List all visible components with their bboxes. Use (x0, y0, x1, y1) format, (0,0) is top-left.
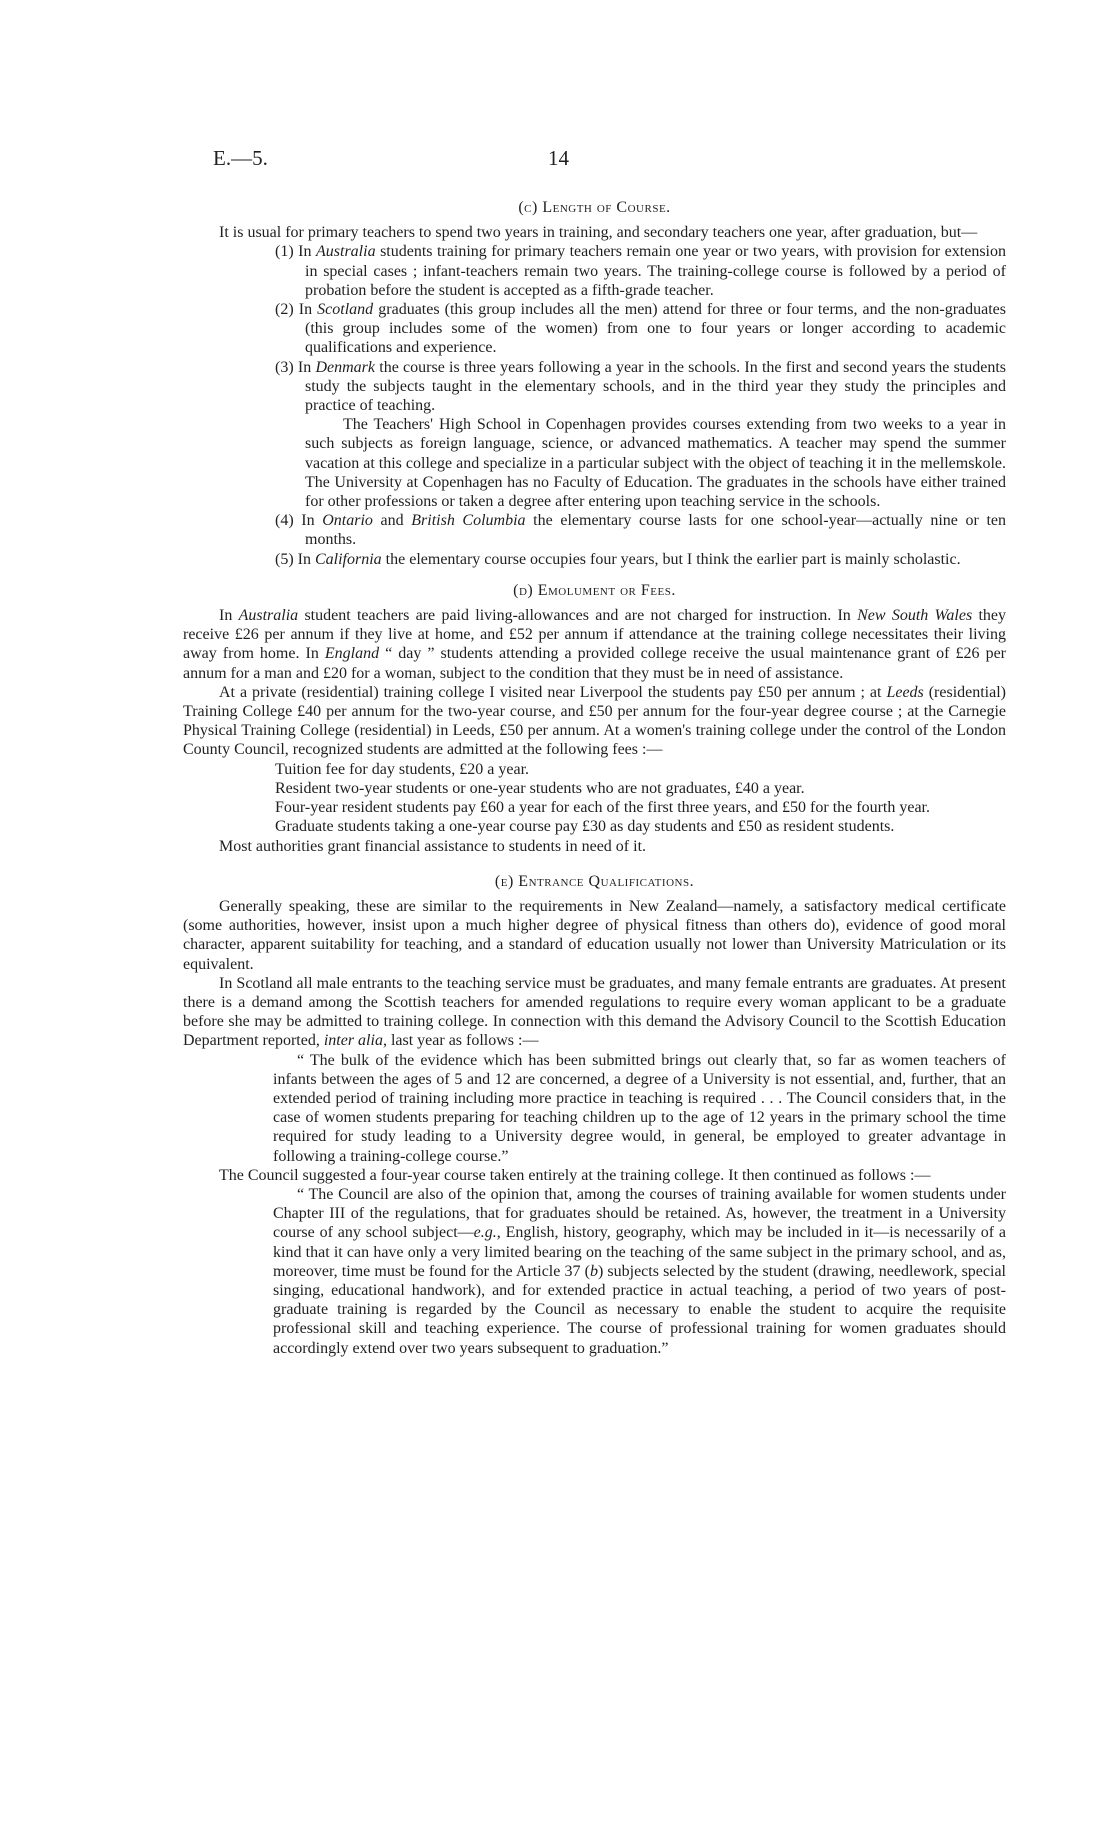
paragraph: Most authorities grant financial assistance to students in need of it. (219, 837, 647, 855)
section-heading-entrance-qualifications: (e) Entrance Qualifications. (494, 872, 695, 890)
list-item: (4) In Ontario and British Columbia the elementary course lasts for one school-year—actually nine or ten months. (275, 512, 1007, 549)
document-reference: E.—5. (213, 146, 268, 170)
list-item: (1) In Australia students training for primary teachers remain one year or two years, with provision for extension in special cases ; infant-teachers remain two years. The training-college course is followed by a period of probation before the student is accepted as a fifth-grade teacher. (275, 243, 1007, 299)
fee-item: Four-year resident students pay £60 a year for each of the first three years, and £50 for the fourth year. (275, 799, 930, 817)
fee-item: Graduate students taking a one-year course pay £30 as day students and £50 as resident students. (275, 818, 895, 836)
list-item: (5) In California the elementary course occupies four years, but I think the earlier part is mainly scholastic. (275, 550, 961, 568)
fee-item: Resident two-year students or one-year students who are not graduates, £40 a year. (275, 779, 805, 797)
paragraph: In Australia student teachers are paid living-allowances and are not charged for instruction. In New South Wales they receive £26 per annum if they live at home, and £52 per annum if attendance at the training college necessitates their living away from home. In England “ day ” students attending a provided college receive the usual maintenance grant of £26 per annum for a man and £20 for a woman, subject to the condition that they must be in need of assistance. (183, 607, 1007, 682)
list-item: (3) In Denmark the course is three years following a year in the schools. In the first and second years the students study the subjects taught in the elementary schools, and in the third year they study the principles and practice of teaching. (275, 358, 1007, 415)
section-heading-length-of-course: (c) Length of Course. (518, 199, 671, 216)
block-quote: “ The bulk of the evidence which has been submitted brings out clearly that, so far as women teachers of infants between the ages of 5 and 12 are concerned, a degree of a University is not essential, and, further, that an extended period of training including more practice in teaching is required . . . The Council considers that, in the case of women students preparing for teaching children up to the age of 12 years in the primary school the time required for study leading to a University degree would, in general, be employed to greater advantage in following a training-college course.” (273, 1051, 1006, 1165)
page-number: 14 (548, 146, 569, 170)
paragraph: It is usual for primary teachers to spend two years in training, and secondary teachers one year, after graduation, but— (219, 224, 978, 242)
paragraph: Generally speaking, these are similar to the requirements in New Zealand—namely, a satisfactory medical certificate (some authorities, however, insist upon a much higher degree of physical fitness than others do), evidence of good moral character, apparent suitability for teaching, and a standard of education usually not lower than University Matriculation or its equivalent. (183, 897, 1006, 973)
section-heading-emolument-or-fees: (d) Emolument or Fees. (513, 581, 676, 599)
fee-item: Tuition fee for day students, £20 a year. (275, 760, 530, 778)
page-body (183, 198, 1006, 1358)
paragraph: The Teachers' High School in Copenhagen provides courses extending from two weeks to a year in such subjects as foreign language, science, or advanced mathematics. A teacher may spend the summer vacation at this college and specialize in a particular subject with the object of teaching it in the mellemskole. The University at Copenhagen has no Faculty of Education. The graduates in the schools have either trained for other professions or taken a degree after entering upon teaching service in the schools. (305, 416, 1006, 511)
paragraph: At a private (residential) training college I visited near Liverpool the students pay £50 per annum ; at Leeds (residential) Training College £40 per annum for the two-year course, and £50 per annum for the four-year degree course ; at the Carnegie Physical Training College (residential) in Leeds, £50 per annum. At a women's training college under the control of the London County Council, recognized students are admitted at the following fees :— (183, 683, 1007, 759)
block-quote: “ The Council are also of the opinion that, among the courses of training available for women students under Chapter III of the regulations, that for graduates should be retained. As, however, the treatment in a University course of any school subject—e.g., English, history, geography, which may be included in it—is necessarily of a kind that it can have only a very limited bearing on the teaching of the same subject in the primary school, and as, moreover, time must be found for the Article 37 (b) subjects selected by the student (drawing, needlework, special singing, educational handwork), and for extended practice in actual teaching, a period of two years of post-graduate training is regarded by the Council as necessary to enable the student to acquire the requisite professional skill and teaching experience. The course of professional training for women graduates should accordingly extend over two years subsequent to graduation.” (273, 1185, 1007, 1357)
paragraph: The Council suggested a four-year course taken entirely at the training college. It then continued as follows :— (219, 1166, 931, 1184)
list-item: (2) In Scotland graduates (this group includes all the men) attend for three or four terms, and the non-graduates (this group includes some of the women) from one to four years or longer according to academic qualifications and experience. (275, 301, 1006, 357)
paragraph: In Scotland all male entrants to the teaching service must be graduates, and many female entrants are graduates. At present there is a demand among the Scottish teachers for amended regulations to require every woman applicant to be a graduate before she may be admitted to training college. In connection with this demand the Advisory Council to the Scottish Education Department reported, inter alia, last year as follows :— (183, 974, 1006, 1050)
